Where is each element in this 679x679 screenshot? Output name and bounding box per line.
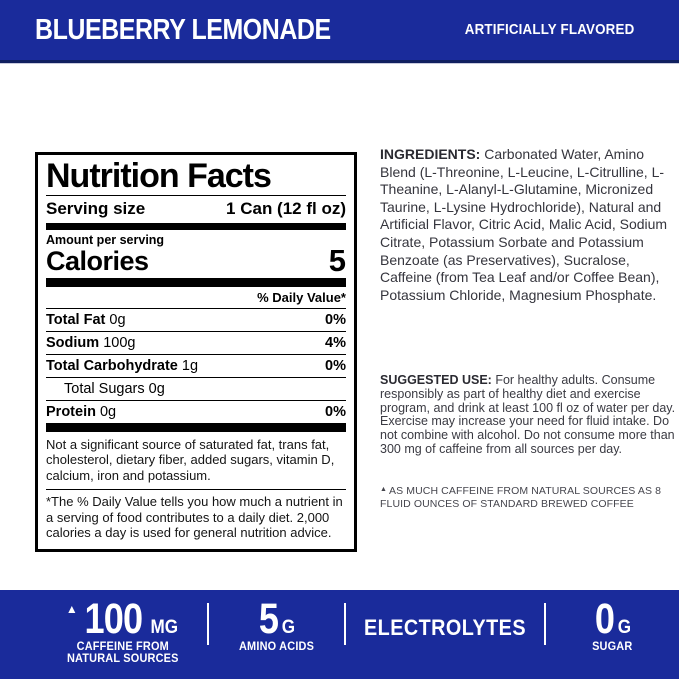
amino-unit: G [281,617,296,639]
not-significant-note: Not a significant source of saturated fat, trans fat, cholesterol, dietary fiber, added sugars, vitamin D, calcium, iron and potassium. [46,436,335,483]
serving-size-label: Serving size [46,198,146,218]
calories-row [46,242,346,278]
nutrient-dv: 0% [325,357,346,374]
calories-value: 5 [328,242,346,278]
caffeine-value: 100 [84,595,143,643]
divider-thick [46,223,346,230]
caffeine-unit: MG [150,617,178,639]
serving-size-row [46,195,346,223]
nutrient-name: Sodium [46,334,100,351]
nutrient-amount: 100g [103,334,136,351]
sugar-value-row [593,595,632,643]
caffeine-value-row [65,595,179,643]
amino-value-row [257,595,296,643]
ingredients-text: Carbonated Water, Amino Blend (L-Threonine, L-Leucine, L-Citrulline, L-Theanine, L-Alanyl-L-Glutamine, Micronized Taurine, L-Lysine Hydrochloride), Natural and Artificial Flavor, Citric Acid, Malic Acid, Sodium Citrate, Potassium Sorbate and Potassium Benzoate (as Preservatives), Sucralose, Caffeine (from Tea Leaf and/or Coffee Bean), Potassium Chloride, Magnesium Phosphate. [380,146,668,303]
caffeine-label-line1: CAFFEINE FROM [76,640,169,653]
nutrient-amount: 0g [109,311,126,328]
nutrient-amount: 0g [148,380,165,397]
amino-value: 5 [258,595,279,643]
nutrition-facts-panel [35,152,357,552]
flavor-note: ARTIFICIALLY FLAVORED [464,22,634,38]
caffeine-label [67,641,179,666]
nutrient-amount: 1g [181,357,199,374]
nutrient-name: Protein [46,403,96,420]
caffeine-footnote-text: AS MUCH CAFFEINE FROM NATURAL SOURCES AS 8 FLUID OUNCES OF STANDARD BREWED COFFEE [380,485,662,510]
amount-per-serving-label: Amount per serving [46,232,165,247]
nutrient-name: Total Carbohydrate [46,357,178,374]
suggested-use-text: For healthy adults. Consume responsibly as part of healthy diet and exercise program, and drink at least 100 fl oz of water per day. Exercise may increase your need for fluid intake. Do not combine with alcohol. Do not consume more than 300 mg of caffeine from all sources per day. [380,373,676,456]
caffeine-footnote [380,483,679,511]
daily-value-header: % Daily Value* [257,289,346,305]
nutrient-dv: 0% [325,311,346,328]
nutrient-row-total-fat [46,308,346,331]
triangle-marker-icon: ▲ [65,602,78,616]
nutrient-dv: 0% [325,403,346,420]
nutrient-row-total-carbohydrate [46,354,346,377]
calories-label: Calories [46,245,149,276]
nutrient-row-total-sugars [46,377,346,400]
electrolytes-label: ELECTROLYTES [364,615,526,640]
amino-label: AMINO ACIDS [238,640,315,653]
sugar-unit: G [617,617,632,639]
nutrient-row-protein [46,400,346,423]
nutrition-facts-title: Nutrition Facts [46,157,271,195]
callout-electrolytes [346,590,544,679]
divider-thick [46,278,346,287]
nutrient-dv: 4% [325,334,346,351]
nutrient-amount: 0g [99,403,117,420]
nutrient-name: Total Sugars [64,380,145,397]
triangle-marker-icon: ▲ [380,486,388,493]
divider-thick [46,423,346,432]
top-flavor-bar [0,0,679,63]
daily-value-footnote: *The % Daily Value tells you how much a nutrient in a serving of food contributes to a daily diet. 2,000 calories a day is used for general nutrition advice. [46,489,346,542]
flavor-title: BLUEBERRY LEMONADE [35,13,331,46]
ingredients-paragraph [380,146,672,304]
sugar-label: SUGAR [592,640,633,653]
sugar-value: 0 [594,595,615,643]
nutrient-name: Total Fat [46,311,106,328]
callout-sugar [546,590,679,679]
suggested-use-paragraph [380,374,679,457]
callout-amino-acids [209,590,344,679]
caffeine-label-line2: NATURAL SOURCES [66,653,179,666]
suggested-use-label: SUGGESTED USE: [380,373,492,387]
bottom-callout-bar [0,590,679,679]
ingredients-label: INGREDIENTS: [380,146,481,162]
serving-size-value: 1 Can (12 fl oz) [226,198,346,218]
callout-caffeine [0,590,207,679]
nutrient-row-sodium [46,331,346,354]
